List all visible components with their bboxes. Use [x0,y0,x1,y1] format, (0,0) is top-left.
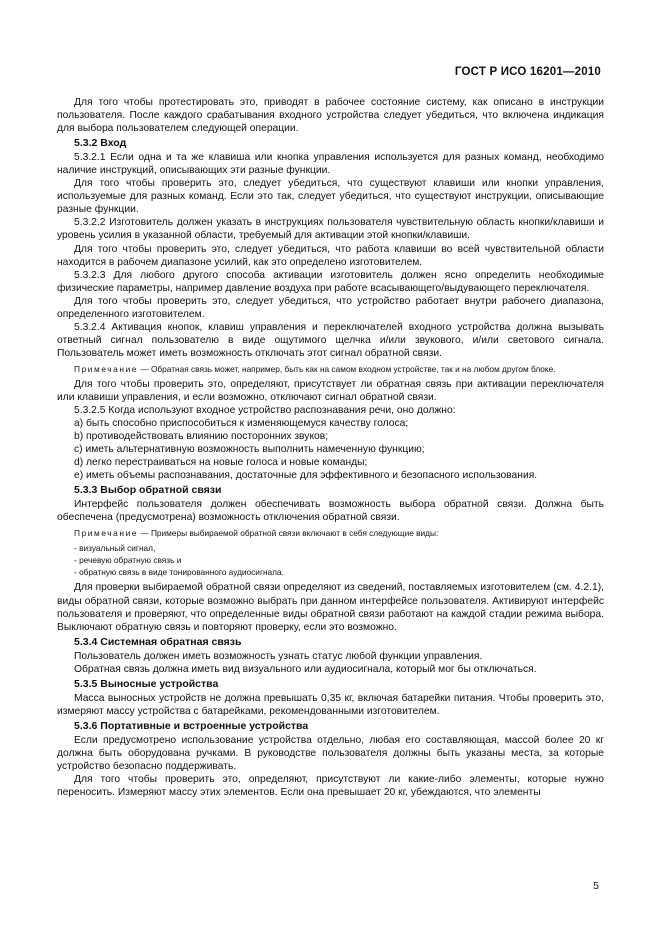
note-label: Примечание [74,528,139,539]
document-body [57,96,604,799]
paragraph: Для проверки выбираемой обратной связи определяют из сведений, поставляемых изготовителем (см. 4.2.1), виды обратной связи, которые возможно выбрать при данном интерфейсе пользователя. Активируют интерфейс пользователя и проверяют, что определенные виды обратной связи работают на каждой стадии режима выбора. Выключают обратную связь и повторяют проверку, если это возможно. [57,582,604,633]
paragraph: 5.3.2.4 Активация кнопок, клавиш управления и переключателей входного устройства должна вызывать ответный сигнал пользователю в виде ощутимого щелчка и/или звукового, и/или светового сигнала. Пользователь может иметь возможность отключать этот сигнал обратной связи. [57,321,604,359]
paragraph: Для того чтобы проверить это, следует убедиться, что устройство работает внутри рабочего диапазона, определенного изготовителем. [57,295,604,320]
paragraph: Для того чтобы проверить это, следует убедиться, что существуют клавиши или кнопки управления, используемые для разных команд. Если это так, следует убедиться, что существуют инструкции, описывающие разные функции. [57,178,604,216]
note-text: — Обратная связь может, например, быть как на самом входном устройстве, так и на любом другом блоке. [140,363,556,374]
list-item: d) легко перестраиваться на новые голоса и новые команды; [74,457,368,469]
paragraph: Интерфейс пользователя должен обеспечивать возможность выбора обратной связи. Должна быть обеспечена (предусмотрена) возможность отключения обратной связи. [57,499,604,524]
note [57,527,604,539]
paragraph: 5.3.2.5 Когда используют входное устройство распознавания речи, оно должно: [74,405,456,417]
section-heading-5-3-5: 5.3.5 Выносные устройства [74,677,219,690]
paragraph: Для того чтобы проверить это, следует убедиться, что работа клавиши во всей чувствительной области находится в рабочем диапазоне усилий, как это определено изготовителем. [57,243,604,268]
list-item: e) иметь объемы распознавания, достаточные для эффективного и безопасного использования. [74,470,538,482]
paragraph: Для того чтобы проверить это, определяют, присутствуют ли какие-либо элементы, которые нужно переносить. Измеряют массу этих элементов. Если она превышает 20 кг, убеждаются, что элементы [57,774,604,799]
list-item: a) быть способно приспособиться к изменяющемуся качеству голоса; [74,418,409,430]
paragraph: Если предусмотрено использование устройства отдельно, любая его составляющая, массой более 20 кг должна быть оборудована ручками. В руководстве пользователя должны быть указаны места, за которые устройство безопасно поддерживать. [57,734,604,773]
paragraph: Для того чтобы протестировать это, приводят в рабочее состояние систему, как описано в инструкции пользователя. После каждого срабатывания входного устройства следует убедиться, что включена индикация для выбора пользователем следующей операции. [57,97,604,135]
paragraph: 5.3.2.3 Для любого другого способа активации изготовитель должен ясно определить необходимые физические параметры, например давление воздуха при работе всасывающего/выдувающего переключателя. [57,269,604,294]
section-heading-5-3-4: 5.3.4 Системная обратная связь [74,635,242,648]
paragraph: 5.3.2.2 Изготовитель должен указать в инструкциях пользователя чувствительную область кнопки/клавиши и уровень усилия в указанной области, требуемый для активации этой кнопки/клавиши. [57,217,604,242]
paragraph: Обратная связь должна иметь вид визуального или аудиосигнала, который мог бы отключаться. [74,663,537,675]
note-text: — Примеры выбираемой обратной связи включают в себя следующие виды: [140,528,439,539]
note-list-item: - обратную связь в виде тонированного аудиосигнала. [74,567,284,578]
section-heading-5-3-3: 5.3.3 Выбор обратной связи [74,484,222,497]
document-header: ГОСТ Р ИСО 16201—2010 [454,66,601,78]
note-list-item: - визуальный сигнал, [74,543,156,554]
note-label: Примечание [74,363,139,374]
paragraph: 5.3.2.1 Если одна и та же клавиша или кнопка управления используется для разных команд, необходимо наличие инструкций, описывающих эти разные функции. [57,152,604,177]
page-number: 5 [593,880,599,892]
paragraph: Масса выносных устройств не должна превышать 0,35 кг, включая батарейки питания. Чтобы проверить это, измеряют массу устройства с батарейками, рекомендованными изготовителем. [57,692,604,717]
list-item: c) иметь альтернативную возможность выполнить намеченную функцию; [74,444,425,456]
paragraph: Для того чтобы проверить это, определяют, присутствует ли обратная связь при активации переключателя или клавиши управления, и если возможно, отключают сигнал обратной связи. [57,378,604,403]
note-list-item: - речевую обратную связь и [74,555,182,566]
section-heading-5-3-2: 5.3.2 Вход [74,137,127,150]
note [57,363,604,375]
list-item: b) противодействовать влиянию посторонних звуков; [74,431,329,443]
paragraph: Пользователь должен иметь возможность узнать статус любой функции управления. [74,650,483,662]
section-heading-5-3-6: 5.3.6 Портативные и встроенные устройства [74,719,309,732]
